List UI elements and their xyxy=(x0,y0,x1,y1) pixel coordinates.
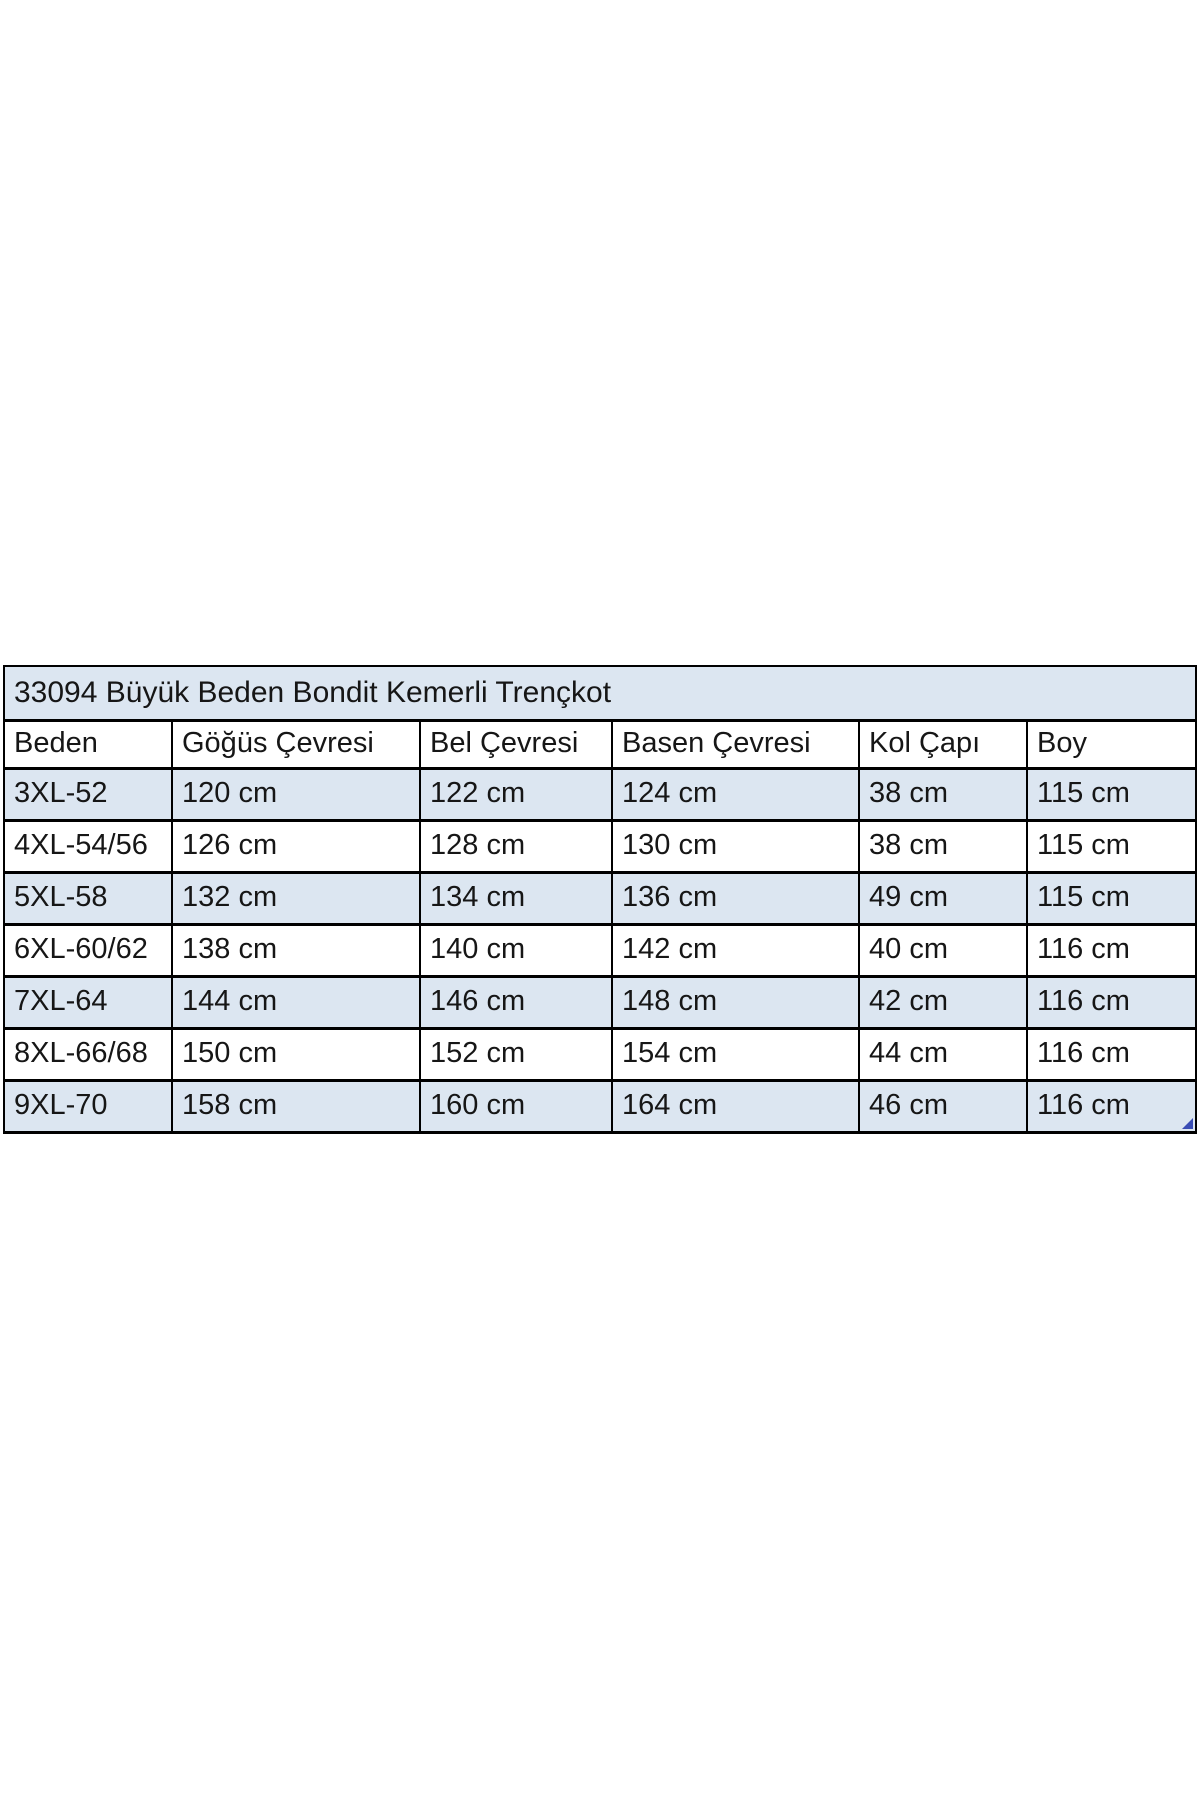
table-cell: 136 cm xyxy=(612,873,859,925)
table-cell: 116 cm xyxy=(1027,925,1196,977)
table-cell: 8XL-66/68 xyxy=(4,1029,172,1081)
table-title: 33094 Büyük Beden Bondit Kemerli Trençkot xyxy=(4,666,1196,721)
table-cell: 160 cm xyxy=(420,1081,612,1133)
table-cell: 38 cm xyxy=(859,769,1027,821)
table-cell: 115 cm xyxy=(1027,769,1196,821)
table-cell: 40 cm xyxy=(859,925,1027,977)
table-cell: 46 cm xyxy=(859,1081,1027,1133)
table-cell: 49 cm xyxy=(859,873,1027,925)
table-cell: 154 cm xyxy=(612,1029,859,1081)
table-row xyxy=(4,925,1196,977)
column-header-bel-cevresi: Bel Çevresi xyxy=(420,721,612,769)
table-cell: 132 cm xyxy=(172,873,420,925)
table-cell: 116 cm xyxy=(1027,977,1196,1029)
table-cell: 128 cm xyxy=(420,821,612,873)
table-cell: 152 cm xyxy=(420,1029,612,1081)
table-cell: 144 cm xyxy=(172,977,420,1029)
table-cell: 150 cm xyxy=(172,1029,420,1081)
table-cell: 148 cm xyxy=(612,977,859,1029)
table-row xyxy=(4,821,1196,873)
table-header-row xyxy=(4,721,1196,769)
table-row xyxy=(4,1081,1196,1133)
table-cell: 6XL-60/62 xyxy=(4,925,172,977)
table-cell: 146 cm xyxy=(420,977,612,1029)
table-cell: 126 cm xyxy=(172,821,420,873)
table-cell: 134 cm xyxy=(420,873,612,925)
table-title-row xyxy=(4,666,1196,721)
table-cell-text: 116 cm xyxy=(1037,1088,1130,1121)
table-row xyxy=(4,873,1196,925)
table-row xyxy=(4,977,1196,1029)
table-row xyxy=(4,769,1196,821)
table-cell: 120 cm xyxy=(172,769,420,821)
table-cell: 116 cm xyxy=(1027,1029,1196,1081)
table-row xyxy=(4,1029,1196,1081)
table-cell: 142 cm xyxy=(612,925,859,977)
table-cell: 38 cm xyxy=(859,821,1027,873)
table-cell: 164 cm xyxy=(612,1081,859,1133)
table-cell: 115 cm xyxy=(1027,821,1196,873)
table-cell: 138 cm xyxy=(172,925,420,977)
table-cell: 140 cm xyxy=(420,925,612,977)
column-header-kol-capi: Kol Çapı xyxy=(859,721,1027,769)
table-cell: 42 cm xyxy=(859,977,1027,1029)
table-cell: 4XL-54/56 xyxy=(4,821,172,873)
column-header-beden: Beden xyxy=(4,721,172,769)
table-cell: 115 cm xyxy=(1027,873,1196,925)
table-cell: 122 cm xyxy=(420,769,612,821)
column-header-boy: Boy xyxy=(1027,721,1196,769)
table-cell: 124 cm xyxy=(612,769,859,821)
table-cell: 7XL-64 xyxy=(4,977,172,1029)
size-chart-table xyxy=(3,665,1197,1134)
size-chart-container xyxy=(3,665,1196,1134)
column-header-basen-cevresi: Basen Çevresi xyxy=(612,721,859,769)
table-cell: 9XL-70 xyxy=(4,1081,172,1133)
table-cell: 130 cm xyxy=(612,821,859,873)
column-header-gogus-cevresi: Göğüs Çevresi xyxy=(172,721,420,769)
table-cell: 158 cm xyxy=(172,1081,420,1133)
table-cell: 5XL-58 xyxy=(4,873,172,925)
fill-handle-icon xyxy=(1182,1118,1193,1129)
table-cell xyxy=(1027,1081,1196,1133)
table-cell: 3XL-52 xyxy=(4,769,172,821)
table-cell: 44 cm xyxy=(859,1029,1027,1081)
